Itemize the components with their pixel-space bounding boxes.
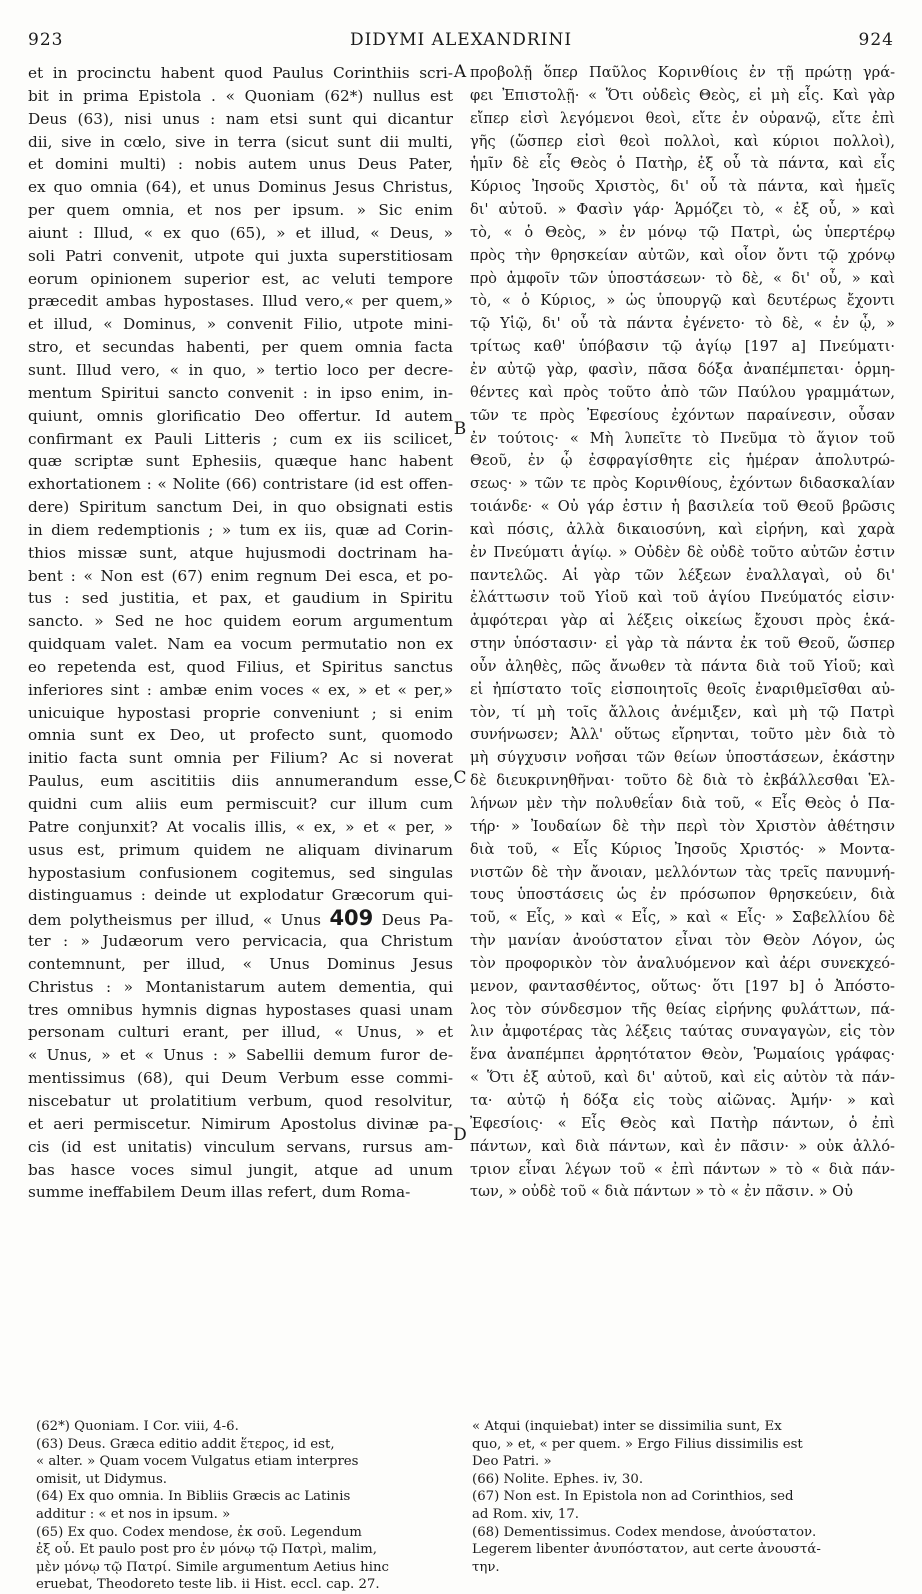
footnote-line: ad Rom. xiv, 17.	[472, 1506, 580, 1522]
text-line: personam culturi erant, per illud, « Unus, » et	[28, 1023, 453, 1042]
text-line: παντελῶς. Αἱ γὰρ τῶν λέξεων ἐναλλαγαὶ, οὐ δι'	[470, 566, 895, 584]
text-line: τὸν, τί μὴ τοῖς ἄλλοις ἀνέμιξεν, καὶ μὴ τῷ Πατρὶ	[470, 703, 895, 721]
text-line: διὰ τοῦ, « Εἷς Κύριος Ἰησοῦς Χριστός· » Μοντα-	[470, 840, 895, 858]
text-line: εἴπερ εἰσὶ λεγόμενοι θεοὶ, εἴτε ἐν οὐρανῷ, εἴτε ἐπὶ	[470, 109, 895, 127]
text-line: usus est, primum quidem ne aliquam divinarum	[28, 840, 453, 859]
text-line: dem polytheismus per illud, « Unus 409 Deus Pa-	[28, 907, 453, 931]
footnote-line: Legerem libenter ἀνυπόστατον, aut certe ἀνουστά-	[472, 1542, 821, 1558]
latin-column	[28, 62, 453, 1204]
text-line: μενον, φαντασθέντος, οὕτως· ὅτι [197 b] ὁ Ἀπόστο-	[470, 977, 895, 995]
text-line: τοῦ, « Εἷς, » καὶ « Εἷς, » καὶ « Εἷς· » Σαβελλίου δὲ	[470, 909, 895, 927]
text-line: πάντων, καὶ διὰ πάντων, καὶ ἐν πᾶσιν· » οὐκ ἀλλό-	[470, 1137, 895, 1155]
greek-column	[470, 62, 895, 1204]
text-line: tres omnibus hymnis dignas hypostases quasi unam	[28, 1000, 453, 1019]
text-line: τήρ· » Ἰουδαίων δὲ τὴν περὶ τὸν Χριστὸν ἀθέτησιν	[470, 817, 895, 835]
text-line: summe ineffabilem Deum illas refert, dum Roma-	[28, 1183, 411, 1202]
text-line: contemnunt, per illud, « Unus Dominus Jesus	[28, 954, 453, 973]
text-line: omnia sunt ex Deo, ut profecto sunt, quomodo	[28, 726, 453, 745]
text-line: τοιάνδε· « Οὐ γάρ ἐστιν ἡ βασιλεία τοῦ Θεοῦ βρῶσις	[470, 498, 895, 516]
text-line: tus : sed justitia, et pax, et gaudium in Spiritu	[28, 589, 453, 608]
text-line: quæ scriptæ sunt Ephesiis, quæque hanc habent	[28, 452, 453, 471]
text-line: distinguamus : deinde ut explodatur Græcorum qui-	[28, 886, 453, 905]
text-line: cis (id est unitatis) vinculum servans, rursus am-	[28, 1137, 453, 1156]
footnote-line: (63) Deus. Græca editio addit ἕτερος, id est,	[36, 1436, 335, 1452]
text-line: stro, et secundas habenti, per quem omnia facta	[28, 338, 453, 357]
text-line: quidquam valet. Nam ea vocum permutatio non ex	[28, 635, 453, 654]
text-line: μὴ σύγχυσιν νοῆσαι τῶν θείων ὑποστάσεων, ἑκάστην	[470, 749, 895, 767]
text-line: per quem omnia, et nos per ipsum. » Sic enim	[28, 201, 453, 220]
text-line: σεως· » τῶν τε πρὸς Κορινθίους, ἐχόντων διδασκαλίαν	[470, 475, 895, 493]
text-line: στην ὑπόστασιν· εἰ γὰρ τὰ πάντα ἐκ τοῦ Θεοῦ, ὥσπερ	[470, 635, 895, 653]
text-line: τὴν μανίαν ἀνούστατον εἶναι τὸν Θεὸν Λόγον, ὡς	[470, 932, 895, 950]
text-line: θέντες καὶ πρὸς τοῦτο ἀπὸ τῶν Παύλου γραμμάτων,	[470, 383, 895, 401]
text-line: et aeri permiscetur. Nimirum Apostolus divinæ pa-	[28, 1114, 453, 1133]
text-line: Paulus, eum ascititiis diis annumerandum esse,	[28, 772, 453, 791]
text-line: dii, sive in cœlo, sive in terra (sicut sunt dii multi,	[28, 132, 453, 151]
text-line: λήνων μὲν τὴν πολυθεΐαν διὰ τοῦ, « Εἷς Θεὸς ὁ Πα-	[470, 795, 895, 812]
text-line: τὸ, « ὁ Θεὸς, » ἐν μόνῳ τῷ Πατρὶ, ὡς ὑπερτέρῳ	[470, 223, 895, 241]
footnote-line: (64) Ex quo omnia. In Bibliis Græcis ac Latinis	[36, 1489, 351, 1505]
text-line: unicuique hypostasi proprie conveniunt ; si enim	[28, 703, 453, 722]
text-line: dere) Spiritum sanctum Dei, in quo obsignati estis	[28, 498, 453, 517]
text-line: ter : » Judæorum vero pervicacia, qua Christum	[28, 932, 453, 951]
text-line: ex quo omnia (64), et unus Dominus Jesus Christus,	[28, 178, 453, 197]
running-title: DIDYMI ALEXANDRINI	[349, 30, 573, 50]
text-line: « Unus, » et « Unus : » Sabellii demum furor de-	[28, 1046, 453, 1065]
text-line: in diem redemptionis ; » tum ex iis, quæ ad Corin-	[28, 520, 453, 539]
text-line: niscebatur ut prolatitium verbum, quod resolvitur,	[28, 1091, 453, 1110]
text-line: δι' αὐτοῦ. » Φασὶν γάρ· Ἁρμόζει τὸ, « ἐξ οὗ, » καὶ	[470, 201, 895, 219]
text-line: καὶ πόσις, ἀλλὰ δικαιοσύνη, καὶ εἰρήνη, καὶ χαρὰ	[470, 520, 895, 538]
text-line: προβολῇ ὅπερ Παῦλος Κορινθίοις ἐν τῇ πρώτῃ γρά-	[470, 64, 895, 81]
text-line: quiunt, omnis glorificatio Deo offertur. Id autem	[28, 406, 453, 425]
margin-marker-a: A	[453, 62, 467, 82]
footnote-line: eruebat, Theodoreto teste lib. ii Hist. eccl. cap. 27.	[36, 1577, 380, 1593]
margin-marker-d: D	[453, 1125, 467, 1145]
footnotes-right	[472, 1418, 897, 1576]
text-line: Patre conjunxit? At vocalis illis, « ex, » et « per, »	[28, 817, 453, 836]
text-line: ἐν τούτοις· « Μὴ λυπεῖτε τὸ Πνεῦμα τὸ ἅγιον τοῦ	[470, 429, 895, 447]
text-line: Θεοῦ, ἐν ᾧ ἐσφραγίσθητε εἰς ἡμέραν ἀπολυτρώ-	[470, 452, 895, 470]
text-line: τρίτως καθ' ὑπόβασιν τῷ ἁγίῳ [197 a] Πνεύματι·	[470, 338, 895, 356]
page-header	[28, 30, 894, 54]
text-line: « Ὅτι ἐξ αὐτοῦ, καὶ δι' αὐτοῦ, καὶ εἰς αὐτὸν τὰ πάν-	[470, 1069, 895, 1087]
footnote-line: (66) Nolite. Ephes. iv, 30.	[472, 1471, 644, 1487]
margin-marker-c: C	[453, 768, 467, 788]
footnote-line: Deo Patri. »	[472, 1454, 552, 1470]
text-line: τους ὑποστάσεις ὡς ἐν πρόσωπον θρησκεύειν, διὰ	[470, 886, 895, 904]
text-line: Κύριος Ἰησοῦς Χριστὸς, δι' οὗ τὰ πάντα, καὶ ἡμεῖς	[470, 178, 895, 196]
text-line: ἡμῖν δὲ εἷς Θεὸς ὁ Πατὴρ, ἐξ οὗ τὰ πάντα, καὶ εἷς	[470, 155, 895, 173]
text-line: aiunt : Illud, « ex quo (65), » et illud, « Deus, »	[28, 223, 453, 242]
text-line: ἐν αὐτῷ γὰρ, φασὶν, πᾶσα δόξα ἀναπέμπεται· ὁρμη-	[470, 360, 895, 378]
text-line: quidni cum aliis eum permiscuit? cur illum cum	[28, 795, 453, 813]
column-number-marker: 409	[329, 907, 374, 931]
text-line: Ἐφεσίοις· « Εἷς Θεὸς καὶ Πατὴρ πάντων, ὁ ἐπὶ	[470, 1114, 895, 1132]
footnote-line: omisit, ut Didymus.	[36, 1471, 168, 1487]
footnotes-left	[36, 1418, 461, 1594]
text-line: ἐλάττωσιν τοῦ Υἱοῦ καὶ τοῦ ἁγίου Πνεύματός εἰσιν·	[470, 589, 895, 607]
text-line: et domini multi) : nobis autem unus Deus Pater,	[28, 155, 453, 174]
text-line: soli Patri convenit, utpote qui juxta superstitiosam	[28, 246, 453, 265]
text-line: γῆς (ὥσπερ εἰσὶ θεοὶ πολλοὶ, καὶ κύριοι πολλοὶ),	[470, 132, 895, 150]
text-line: λος τὸν σύνδεσμον τῆς θείας εἰρήνης φυλάττων, πά-	[470, 1000, 895, 1018]
text-line: et illud, « Dominus, » convenit Filio, utpote mini-	[28, 315, 453, 334]
footnote-line: « alter. » Quam vocem Vulgatus etiam interpres	[36, 1454, 359, 1470]
text-line: τα· αὐτῷ ἡ δόξα εἰς τοὺς αἰῶνας. Ἀμήν· » καὶ	[470, 1091, 895, 1109]
text-line: λιν ἀμφοτέρας τὰς λέξεις ταύτας συναγαγὼν, εἰς τὸν	[470, 1023, 895, 1041]
text-line: τῶν τε πρὸς Ἐφεσίους ἐχόντων παραίνεσιν, οὖσαν	[470, 406, 895, 424]
text-line: bent : « Non est (67) enim regnum Dei esca, et po-	[28, 566, 453, 585]
margin-marker-b: B	[453, 419, 467, 439]
text-line: νιστῶν δὲ τὴν ἄνοιαν, μελλόντων τὰς τρεῖς πανυμνή-	[470, 863, 895, 881]
text-line: ἕνα ἀναπέμπει ἀρρητότατον Θεὸν, Ῥωμαίοις γράφας·	[470, 1046, 895, 1064]
text-line: ἀμφότεραι γὰρ αἱ λέξεις οἰκείως ἔχουσι πρὸς ἑκά-	[470, 612, 895, 630]
footnote-line: additur : « et nos in ipsum. »	[36, 1506, 231, 1522]
text-line: eorum opinionem superior est, ac veluti tempore	[28, 269, 453, 288]
text-line: Deus (63), nisi unus : nam etsi sunt qui dicantur	[28, 109, 453, 128]
text-line: δὲ διευκρινηθῆναι· τοῦτο δὲ διὰ τὸ ἐκβάλλεσθαι Ἑλ-	[470, 772, 895, 790]
text-line: bas hasce voces simul jungit, atque ad unum	[28, 1160, 453, 1179]
text-line: mentissimus (68), qui Deum Verbum esse commi-	[28, 1069, 453, 1088]
text-line: πρὸ ἀμφοῖν τῶν ὑποστάσεων· τὸ δὲ, « δι' οὗ, » καὶ	[470, 269, 895, 287]
text-line: οὖν ἀληθὲς, πῶς ἄνωθεν τὰ πάντα διὰ τοῦ Υἱοῦ; καὶ	[470, 657, 895, 675]
footnote-line: (67) Non est. In Epistola non ad Corinthios, sed	[472, 1489, 794, 1505]
text-line: præcedit ambas hypostases. Illud vero,« per quem,»	[28, 292, 453, 311]
text-line: τριον εἶναι λέγων τοῦ « ἐπὶ πάντων » τὸ « διὰ πάν-	[470, 1160, 895, 1178]
footnote-line: (65) Ex quo. Codex mendose, ἐκ σοῦ. Legendum	[36, 1524, 362, 1540]
page-number-right: 924	[858, 30, 894, 50]
text-line: eo repetenda est, quod Filius, et Spiritus sanctus	[28, 657, 453, 676]
text-line: et in procinctu habent quod Paulus Corinthiis scri-	[28, 64, 453, 82]
footnote-line: « Atqui (inquiebat) inter se dissimilia sunt, Ex	[472, 1419, 782, 1434]
footnote-line: μὲν μόνῳ τῷ Πατρί. Simile argumentum Aetius hinc	[36, 1559, 389, 1575]
text-line: εἰ ἠπίστατο τοῖς εἰσποιητοῖς θεοῖς ἐναριθμεῖσθαι αὐ-	[470, 680, 895, 698]
footnote-line: ἐξ οὗ. Et paulo post pro ἐν μόνῳ τῷ Πατρὶ, malim,	[36, 1542, 377, 1558]
text-line: initio facta sunt omnia per Filium? Ac si noverat	[28, 749, 453, 768]
footnote-line: quo, » et, « per quem. » Ergo Filius dissimilis est	[472, 1436, 803, 1452]
text-line: Christus : » Montanistarum autem dementia, qui	[28, 977, 453, 996]
footnote-line: (68) Dementissimus. Codex mendose, ἀνούστατον.	[472, 1524, 817, 1540]
text-line: τῷ Υἱῷ, δι' οὗ τὰ πάντα ἐγένετο· τὸ δὲ, « ἐν ᾧ, »	[470, 315, 895, 333]
text-line: sunt. Illud vero, « in quo, » tertio loco per decre-	[28, 360, 453, 379]
text-line: φει Ἐπιστολῇ· « Ὅτι οὐδεὶς Θεὸς, εἰ μὴ εἷς. Καὶ γὰρ	[470, 86, 895, 104]
text-line: συνήνωσεν; Ἀλλ' οὕτως εἴρηνται, τοῦτο μὲν διὰ τὸ	[470, 726, 895, 744]
text-line: sancto. » Sed ne hoc quidem eorum argumentum	[28, 612, 453, 631]
text-line: inferiores sint : ambæ enim voces « ex, » et « per,»	[28, 680, 453, 699]
text-line: thios missæ sunt, atque hujusmodi doctrinam ha-	[28, 543, 453, 562]
footnote-line: (62*) Quoniam. I Cor. viii, 4-6.	[36, 1419, 239, 1434]
text-line: hypostasium confusionem cogitemus, sed singulas	[28, 863, 453, 882]
page-number-left: 923	[28, 30, 64, 50]
text-line: mentum Spiritui sancto convenit : in ipso enim, in-	[28, 383, 453, 402]
text-line: ἐν Πνεύματι ἁγίῳ. » Οὐδὲν δὲ οὐδὲ τοῦτο αὐτῶν ἐστιν	[470, 543, 895, 561]
footnote-line: την.	[472, 1559, 500, 1575]
text-line: τὸ, « ὁ Κύριος, » ὡς ὑπουργῷ καὶ δευτέρως ἔχοντι	[470, 292, 895, 310]
text-line: τὸν προφορικὸν τὸν ἀναλυόμενον καὶ ἀέρι συνεκχεό-	[470, 954, 895, 972]
text-line: πρὸς τὴν θρησκείαν αὐτῶν, καὶ οἷον ὄντι τῷ χρόνῳ	[470, 246, 895, 264]
text-line: confirmant ex Pauli Litteris ; cum ex iis scilicet,	[28, 429, 453, 448]
text-line: exhortationem : « Nolite (66) contristare (id est offen-	[28, 475, 453, 494]
text-line: των, » οὐδὲ τοῦ « διὰ πάντων » τὸ « ἐν πᾶσιν. » Οὐ	[470, 1183, 854, 1201]
text-line: bit in prima Epistola . « Quoniam (62*) nullus est	[28, 86, 453, 105]
